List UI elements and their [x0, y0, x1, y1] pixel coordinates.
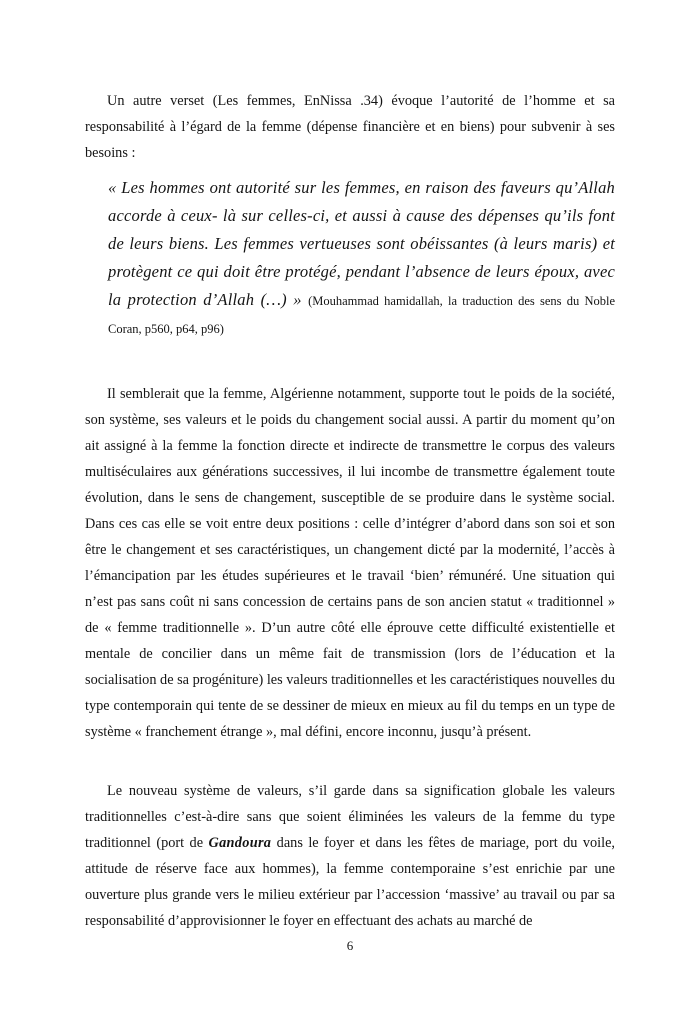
paragraph-intro: Un autre verset (Les femmes, EnNissa .34) évoque l’autorité de l’homme et sa responsabilité à l’égard de la femme (dépense financière et en biens) pour subvenir à ses besoins : — [85, 93, 615, 161]
paragraph-new-values-before: Le nouveau système de valeurs, s’il garde dans sa signification globale les valeurs traditionnelles c’est-à-dire sans que soient éliminées les valeurs de la femme du type traditionnel (port de — [85, 783, 615, 851]
quote-text: « Les hommes ont autorité sur les femmes, en raison des faveurs qu’Allah accorde à ceux- là sur celles-ci, et aussi à cause des dépenses qu’ils font de leurs biens. Les femmes vertueuses sont obéissantes (à leurs maris) et protègent ce qui doit être protégé, pendant l’absence de leurs époux, avec la protection d’Allah (…) » — [108, 178, 615, 309]
paragraph-main: Il semblerait que la femme, Algérienne notamment, supporte tout le poids de la société, son système, ses valeurs et le poids du changement social aussi. A partir du moment qu’on ait assigné à la femme la fonction directe et indirecte de transmettre le corpus des valeurs multiséculaires aux générations successives, il lui incombe de transmettre également toute évolution, dans le sens de changement, susceptible de se produire dans le système social. Dans ces cas elle se voit entre deux positions : celle d’intégrer d’abord dans son soi et son être le changement et ses caractéristiques, un changement dicté par la modernité, l’accès à l’émancipation par les études supérieures et le travail ‘bien’ rémunéré. Une situation qui n’est pas sans coût ni sans concession de certains pans de son ancien statut « traditionnel » de « femme traditionnelle ». D’un autre côté elle éprouve cette difficulté existentielle et mentale de concilier dans un même fait de transmission (lors de l’éducation et la socialisation de sa progéniture) les valeurs traditionnelles et les caractéristiques nouvelles du type contemporain qui tente de se dessiner de mieux en mieux au fil du temps en un type de système « franchement étrange », mal défini, encore inconnu, jusqu’à présent. — [85, 386, 616, 740]
page-number: 6 — [346, 938, 354, 953]
paragraph-new-values-after: dans le foyer et dans les fêtes de mariage, port du voile, attitude de réserve face aux hommes), la femme contemporaine s’est enrichie par une ouverture plus grande vers le milieu extérieur par l’accession ‘massive’ au travail ou par sa responsabilité d’approvisionner le foyer en effectuant des achats au marché de — [85, 835, 615, 929]
quote-block — [108, 174, 615, 343]
paragraph-new-values — [85, 778, 615, 934]
quote-citation: (Mouhammad hamidallah, la traduction des sens du Noble Coran, p560, p64, p96) — [108, 294, 616, 336]
gandoura-term: Gandoura — [208, 835, 272, 851]
